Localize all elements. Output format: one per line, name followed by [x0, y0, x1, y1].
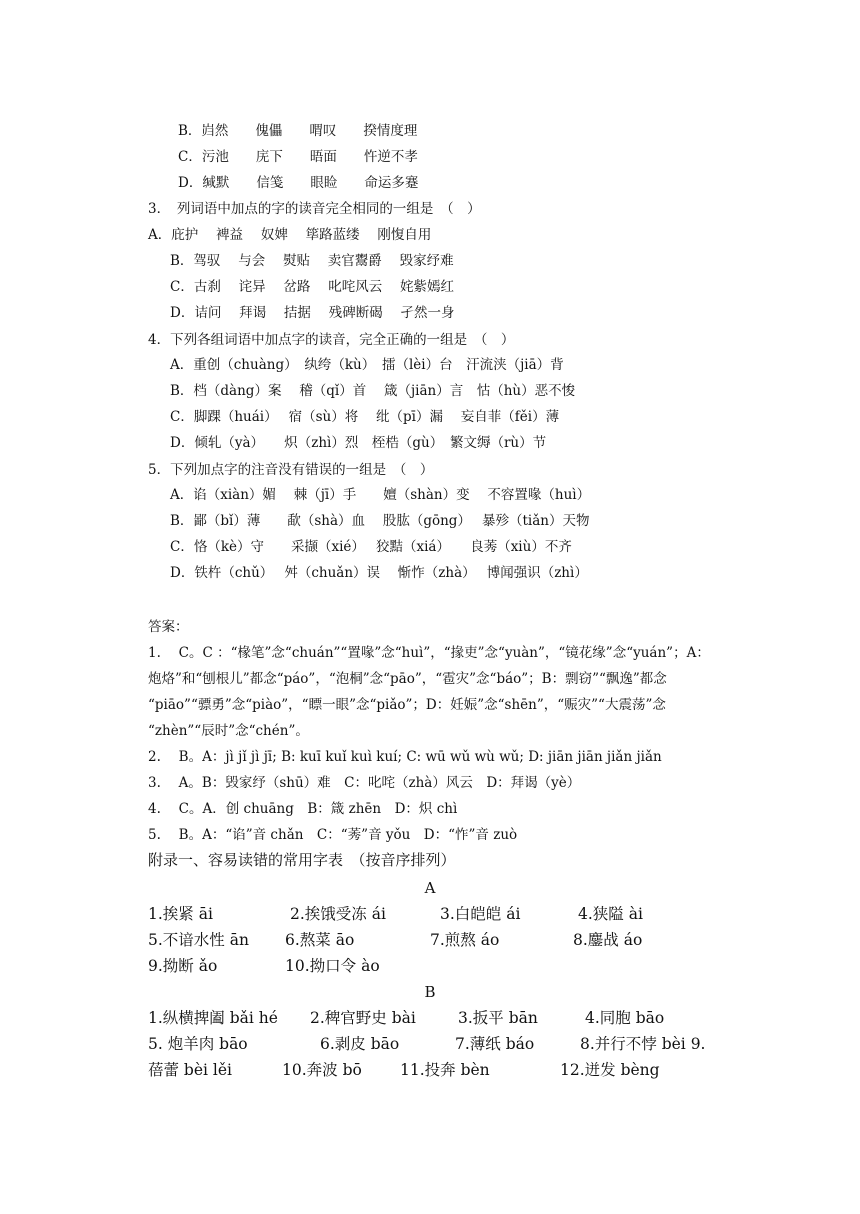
appendix-b-row-2-item-2: 6.剥皮 bāo: [320, 1035, 400, 1053]
q2-option-c: C．污池 庑下 晤面 忤逆不孝: [178, 149, 418, 165]
q3-stem: 3． 列词语中加点的字的读音完全相同的一组是 （ ）: [148, 201, 481, 217]
appendix-b-row-2-item-1: 5. 炮羊肉 bāo: [148, 1035, 248, 1053]
answers-title: 答案：: [148, 619, 189, 635]
q5-option-c: C．恪（kè）守 采撷（xié） 狡黠（xiá） 良莠（xiù）不齐: [170, 539, 572, 555]
answer-1-line-3: “piāo”“骠勇”念“piào”，“瞟一眼”念“piǎo”；D：妊娠”念“shēn”，“赈灾”“大震荡”念: [148, 697, 666, 713]
q4-option-a: A．重创（chuàng） 纨绔（kù） 擂（lèi）台 汗流浃（jiā）背: [170, 357, 564, 373]
answer-1-line-2: 炮烙”和“刨根儿”都念“páo”，“泡桐”念“pāo”，“雹灾”念“báo”；B：剽窃”“飘逸”都念: [148, 671, 667, 687]
appendix-a-row-1-item-2: 2.挨饿受冻 ái: [290, 905, 386, 923]
appendix-b-row-1-item-1: 1.纵横捭阖 bǎi hé: [148, 1009, 278, 1027]
q5-stem: 5．下列加点字的注音没有错误的一组是 （ ）: [148, 462, 434, 478]
answer-5: 5. B。A：“谄”音 chǎn C：“莠”音 yǒu D：“怍”音 zuò: [148, 827, 518, 843]
q5-option-a: A．谄（xiàn）媚 棘（jī）手 嬗（shàn）变 不容置喙（huì）: [170, 487, 591, 503]
q5-option-b: B．鄙（bǐ）薄 歃（shà）血 股肱（gōng） 暴殄（tiǎn）天物: [170, 513, 590, 529]
appendix-a-row-3-item-1: 9.拗断 ǎo: [148, 957, 218, 975]
appendix-b-row-1-item-3: 3.扳平 bān: [458, 1009, 538, 1027]
appendix-b-row-2-item-3: 7.薄纸 báo: [455, 1035, 535, 1053]
appendix-b-row-3-item-2: 10.奔波 bō: [282, 1061, 362, 1079]
appendix-b-row-1-item-4: 4.同胞 bāo: [585, 1009, 665, 1027]
q4-option-b: B．档（dàng）案 稽（qǐ）首 箴（jiān）言 怙（hù）恶不悛: [170, 383, 576, 399]
q2-option-d: D．缄默 信笺 眼睑 命运多蹇: [178, 175, 419, 191]
appendix-a-row-2-item-2: 6.熬菜 āo: [285, 931, 355, 949]
q3-option-b: B．驾驭 与会 熨贴 卖官鬻爵 毁家纾难: [170, 253, 454, 269]
answer-3: 3. A。B：毁家纾（shū）难 C：叱咤（zhà）风云 D：拜谒（yè）: [148, 775, 581, 791]
q3-option-a: A．庇护 裨益 奴婢 筚路蓝缕 刚愎自用: [148, 227, 432, 243]
q3-option-d: D．诘问 拜谒 拮据 残碑断碣 孑然一身: [170, 305, 455, 321]
answer-4: 4. C。A．创 chuāng B：箴 zhēn D：炽 chì: [148, 801, 458, 817]
q2-option-b: B．岿然 傀儡 喟叹 揆情度理: [178, 123, 418, 139]
appendix-a-row-2-item-3: 7.煎熬 áo: [430, 931, 500, 949]
q5-option-d: D．铁杵（chǔ） 舛（chuǎn）误 惭怍（zhà） 博闻强识（zhì）: [170, 565, 588, 581]
q4-option-d: D．倾轧（yà） 炽（zhì）烈 桎梏（gù） 繁文缛（rù）节: [170, 435, 547, 451]
appendix-a-row-3-item-2: 10.拗口令 ào: [285, 957, 380, 975]
appendix-a-row-1-item-1: 1.挨紧 āi: [148, 905, 213, 923]
answer-2: 2. B。A：jì jǐ jì jī; B: kuī kuǐ kuì kuí; C: wū wǔ wù wǔ; D: jiān jiān jiǎn jiǎn: [148, 749, 662, 765]
appendix-b-row-3-item-1: 蓓蕾 bèi lěi: [148, 1061, 232, 1079]
answer-1-line-1: 1. C。C ：“椽笔”念“chuán”“置喙”念“huì”，“掾吏”念“yuàn”，“镜花缘”念“yuán”；A：: [148, 645, 710, 661]
appendix-a-row-1-item-3: 3.白皑皑 ái: [440, 905, 521, 923]
answer-1-line-4: “zhèn”“辰时”念“chén”。: [148, 723, 309, 739]
appendix-b-row-2-item-4: 8.并行不悖 bèi 9.: [580, 1035, 706, 1053]
section-letter-b: B: [424, 983, 436, 1001]
appendix-title: 附录一、容易读错的常用字表 （按音序排列）: [148, 851, 456, 869]
section-letter-a: A: [424, 879, 436, 897]
appendix-a-row-2-item-1: 5.不谙水性 ān: [148, 931, 249, 949]
appendix-b-row-3-item-3: 11.投奔 bèn: [400, 1061, 490, 1079]
q3-option-c: C．古刹 诧异 岔路 叱咤风云 姹紫嫣红: [170, 279, 454, 295]
appendix-a-row-1-item-4: 4.狭隘 ài: [578, 905, 643, 923]
q4-stem: 4．下列各组词语中加点字的读音，完全正确的一组是 （ ）: [148, 332, 515, 348]
appendix-b-row-3-item-4: 12.迸发 bèng: [560, 1061, 660, 1079]
q4-option-c: C．脚踝（huái） 宿（sù）将 纰（pī）漏 妄自菲（fěi）薄: [170, 409, 560, 425]
appendix-a-row-2-item-4: 8.鏖战 áo: [573, 931, 643, 949]
appendix-b-row-1-item-2: 2.稗官野史 bài: [310, 1009, 416, 1027]
